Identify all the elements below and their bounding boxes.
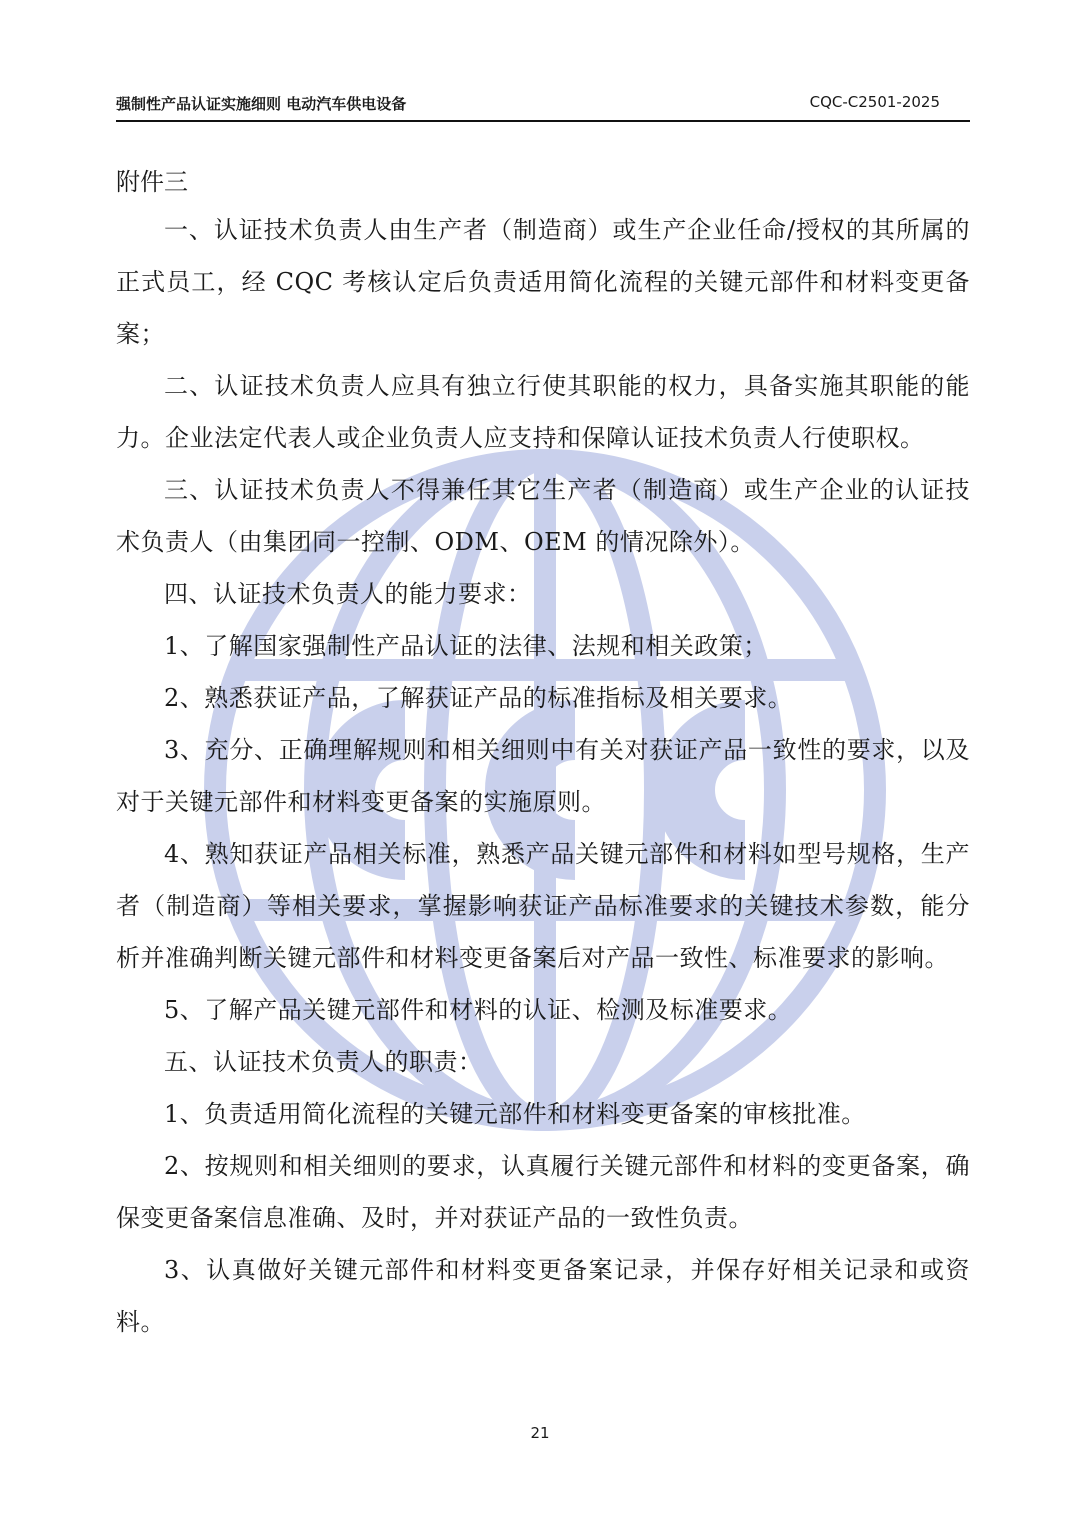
paragraph: 三、认证技术负责人不得兼任其它生产者（制造商）或生产企业的认证技术负责人（由集团同一控制、ODM、OEM 的情况除外）。 xyxy=(116,476,970,556)
document-body xyxy=(116,160,970,1348)
paragraph: 一、认证技术负责人由生产者（制造商）或生产企业任命/授权的其所属的正式员工，经 CQC 考核认定后负责适用简化流程的关键元部件和材料变更备案； xyxy=(116,216,970,348)
paragraph: 4、熟知获证产品相关标准，熟悉产品关键元部件和材料如型号规格，生产者（制造商）等相关要求，掌握影响获证产品标准要求的关键技术参数，能分析并准确判断关键元部件和材料变更备案后对产品一致性、标准要求的影响。 xyxy=(116,840,970,972)
page-header xyxy=(116,88,970,122)
paragraph: 五、认证技术负责人的职责： xyxy=(164,1048,483,1076)
paragraph: 3、认真做好关键元部件和材料变更备案记录，并保存好相关记录和或资料。 xyxy=(116,1256,970,1336)
header-doc-title: 强制性产品认证实施细则 电动汽车供电设备 xyxy=(116,95,407,113)
paragraph: 1、了解国家强制性产品认证的法律、法规和相关政策； xyxy=(164,632,768,660)
header-doc-code: CQC-C2501-2025 xyxy=(809,93,940,111)
paragraph: 5、了解产品关键元部件和材料的认证、检测及标准要求。 xyxy=(164,996,793,1024)
attachment-title: 附件三 xyxy=(116,168,188,196)
paragraph: 二、认证技术负责人应具有独立行使其职能的权力，具备实施其职能的能力。企业法定代表人或企业负责人应支持和保障认证技术负责人行使职权。 xyxy=(116,372,970,452)
paragraph: 四、认证技术负责人的能力要求： xyxy=(164,580,532,608)
paragraph: 2、按规则和相关细则的要求，认真履行关键元部件和材料的变更备案，确保变更备案信息准确、及时，并对获证产品的一致性负责。 xyxy=(116,1152,970,1232)
paragraph: 3、充分、正确理解规则和相关细则中有关对获证产品一致性的要求，以及对于关键元部件和材料变更备案的实施原则。 xyxy=(116,736,970,816)
paragraph: 2、熟悉获证产品，了解获证产品的标准指标及相关要求。 xyxy=(164,684,793,712)
paragraph: 1、负责适用简化流程的关键元部件和材料变更备案的审核批准。 xyxy=(164,1100,866,1128)
page-number: 21 xyxy=(530,1424,550,1442)
page-footer xyxy=(0,1424,1080,1442)
